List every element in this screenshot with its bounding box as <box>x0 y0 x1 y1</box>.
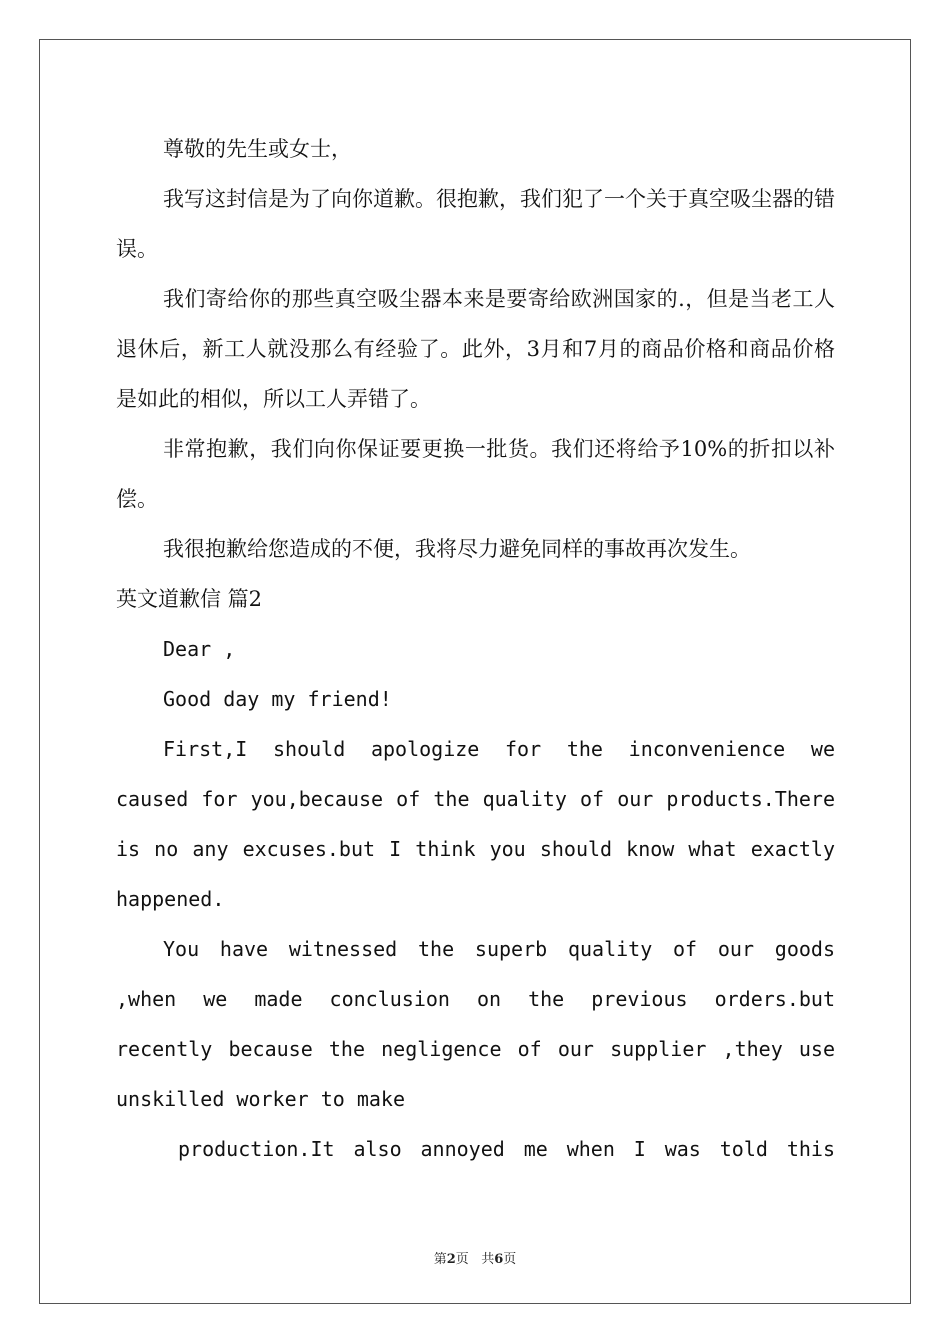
footer-page-prefix: 第 <box>433 1252 447 1267</box>
document-body <box>116 124 835 1174</box>
footer-page-current: 2 <box>446 1252 456 1267</box>
salutation-cn: 尊敬的先生或女士， <box>163 137 352 161</box>
paragraph-en-3: production.It also annoyed me when I was told this <box>178 1137 835 1161</box>
footer-total-prefix: 共 <box>481 1252 495 1267</box>
paragraph-cn-3: 非常抱歉，我们向你保证要更换一批货。我们还将给予10%的折扣以补偿。 <box>116 437 835 511</box>
footer-page-suffix: 页 <box>455 1252 469 1267</box>
page-footer <box>0 1248 950 1267</box>
footer-total-suffix: 页 <box>503 1252 517 1267</box>
greeting-en: Good day my friend! <box>163 687 392 711</box>
salutation-en: Dear , <box>163 637 236 661</box>
paragraph-en-1: First,I should apologize for the inconvenience we caused for you,because of the quality of our products.There is no any excuses.but I think you should know what exactly happened. <box>116 737 835 911</box>
footer-page-total: 6 <box>494 1252 504 1267</box>
section-heading: 英文道歉信 篇2 <box>116 587 263 611</box>
paragraph-cn-2: 我们寄给你的那些真空吸尘器本来是要寄给欧洲国家的.，但是当老工人退休后，新工人就没那么有经验了。此外，3月和7月的商品价格和商品价格是如此的相似，所以工人弄错了。 <box>116 287 835 411</box>
paragraph-cn-1: 我写这封信是为了向你道歉。很抱歉，我们犯了一个关于真空吸尘器的错误。 <box>116 187 835 261</box>
paragraph-cn-4: 我很抱歉给您造成的不便，我将尽力避免同样的事故再次发生。 <box>163 537 751 561</box>
paragraph-en-2: You have witnessed the superb quality of our goods ,when we made conclusion on the previous orders.but recently because the negligence of our supplier ,they use unskilled worker to make <box>116 937 835 1111</box>
